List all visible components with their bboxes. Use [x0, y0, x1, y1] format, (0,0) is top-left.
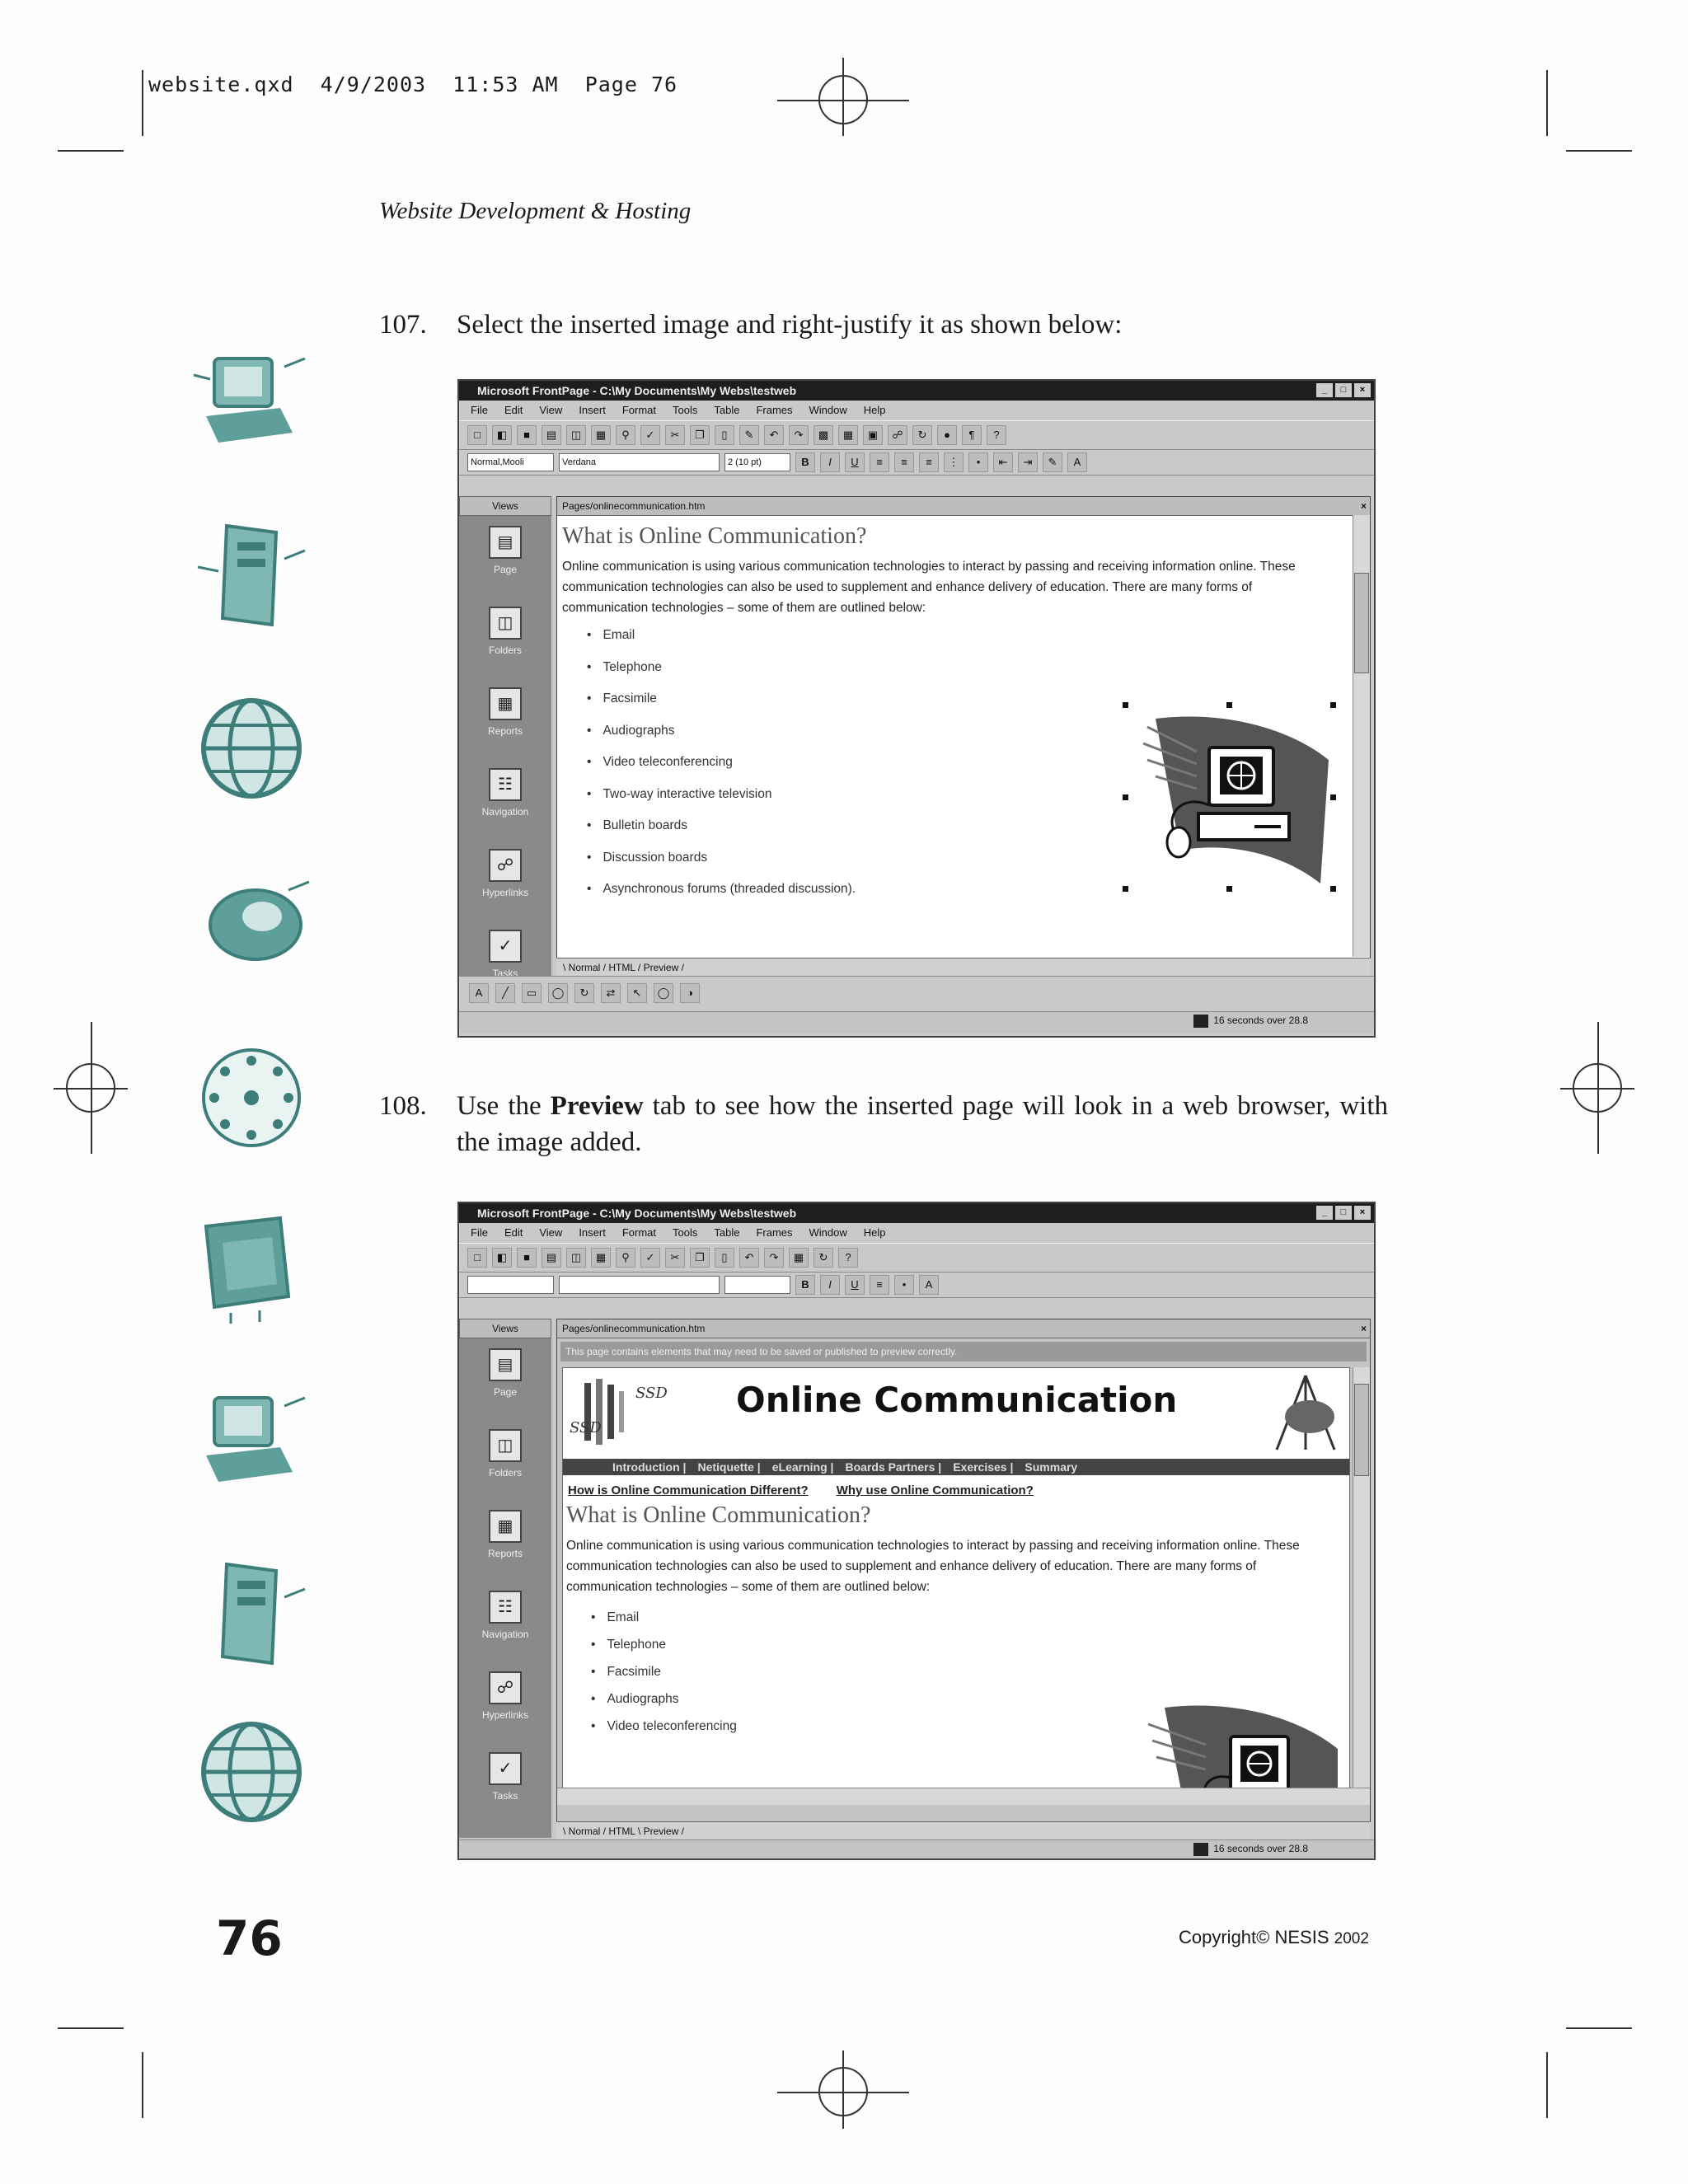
navigation-icon: ☷	[489, 768, 522, 801]
view-navigation[interactable]: ☷ Navigation	[459, 1591, 551, 1661]
font-color-icon[interactable]: A	[919, 1275, 939, 1295]
window-title: Microsoft FrontPage - C:\My Documents\My Webs\testweb	[477, 1207, 797, 1220]
cut-icon[interactable]: ✂	[665, 1248, 685, 1268]
page-pane	[556, 1319, 1371, 1823]
bullets-icon[interactable]: •	[894, 1275, 914, 1295]
globe-decoration-icon	[190, 1714, 313, 1830]
cut-icon[interactable]: ✂	[665, 425, 685, 445]
server-tower-decoration-icon	[190, 1556, 313, 1671]
align-left-icon[interactable]: ≡	[870, 1275, 889, 1295]
file-path: Pages/onlinecommunication.htm	[562, 500, 706, 512]
page-banner	[563, 1368, 1349, 1459]
network-decoration-icon	[190, 1040, 313, 1155]
menu-tools[interactable]: Tools	[673, 1226, 698, 1239]
folders-icon: ◫	[489, 607, 522, 640]
menu-table[interactable]: Table	[714, 1226, 740, 1239]
help-icon[interactable]: ?	[838, 1248, 858, 1268]
list-item: • Facsimile	[591, 1665, 1349, 1692]
draw-rectangle-icon[interactable]: ▭	[522, 983, 542, 1003]
folder-decoration-icon	[190, 1210, 313, 1325]
menu-insert[interactable]: Insert	[579, 404, 606, 416]
draw-line-icon[interactable]: ╱	[495, 983, 515, 1003]
refresh-icon[interactable]: ↻	[912, 425, 932, 445]
list-item: • Email	[587, 628, 1350, 660]
menu-table[interactable]: Table	[714, 404, 740, 416]
frontpage-screenshot-normal	[457, 379, 1376, 1038]
increase-indent-icon[interactable]: ⇥	[1018, 452, 1038, 472]
rotate-icon[interactable]: ↻	[574, 983, 594, 1003]
menu-format[interactable]: Format	[621, 404, 656, 416]
align-center-icon[interactable]: ≡	[894, 452, 914, 472]
status-bar	[459, 1840, 1374, 1860]
standard-toolbar	[459, 1243, 1374, 1272]
style-select[interactable]: Normal,Mooli	[467, 453, 554, 471]
step-number: 107.	[379, 310, 427, 340]
paste-icon[interactable]: ▯	[715, 425, 734, 445]
show-all-icon[interactable]: ¶	[962, 425, 982, 445]
stop-icon[interactable]: ●	[937, 425, 957, 445]
publish-icon[interactable]: ▤	[542, 425, 561, 445]
download-time: 16 seconds over 28.8	[1213, 1015, 1308, 1027]
underline-icon[interactable]: U	[845, 452, 865, 472]
font-color-icon[interactable]: A	[1067, 452, 1087, 472]
font-size-select[interactable]	[724, 1276, 790, 1294]
flip-icon[interactable]: ⇄	[601, 983, 621, 1003]
menu-file[interactable]: File	[471, 404, 488, 416]
formatting-toolbar	[459, 1272, 1374, 1298]
redo-icon[interactable]: ↷	[764, 1248, 784, 1268]
list-item: • Audiographs	[587, 724, 1350, 756]
list-item: • Telephone	[591, 1638, 1349, 1665]
navigation-icon: ☷	[489, 1591, 522, 1624]
banner-title: Online Communication	[736, 1380, 1178, 1420]
file-path-bar	[557, 497, 1370, 516]
views-header: Views	[459, 1319, 551, 1338]
crop-mark	[142, 2052, 143, 2118]
folders-icon: ◫	[489, 1429, 522, 1462]
views-bar	[459, 1319, 551, 1838]
view-hyperlinks[interactable]: ☍ Hyperlinks	[459, 1671, 551, 1742]
title-bar	[459, 381, 1374, 401]
resize-handle[interactable]	[1226, 702, 1232, 708]
numbering-icon[interactable]: ⋮	[944, 452, 964, 472]
crop-mark	[58, 150, 124, 152]
highlight-icon[interactable]: ✎	[1043, 452, 1062, 472]
formatting-toolbar	[459, 450, 1374, 476]
help-icon[interactable]: ?	[987, 425, 1006, 445]
decrease-indent-icon[interactable]: ⇤	[993, 452, 1013, 472]
print-icon[interactable]: ▦	[591, 1248, 611, 1268]
registration-line	[842, 58, 844, 136]
preview-icon[interactable]: ⚲	[616, 425, 635, 445]
view-reports[interactable]: ▦ Reports	[459, 687, 551, 758]
close-page-icon[interactable]: ×	[1360, 1323, 1367, 1334]
resize-handle[interactable]	[1330, 794, 1336, 800]
horizontal-scrollbar[interactable]	[557, 1788, 1370, 1805]
list-item: • Bulletin boards	[587, 818, 1350, 851]
close-button[interactable]: ×	[1354, 383, 1371, 397]
align-right-icon[interactable]: ≡	[919, 452, 939, 472]
paste-icon[interactable]: ▯	[715, 1248, 734, 1268]
undo-icon[interactable]: ↶	[739, 1248, 759, 1268]
step-108	[379, 1088, 1393, 1160]
insert-image-icon[interactable]: ▣	[863, 425, 883, 445]
download-time: 16 seconds over 28.8	[1213, 1843, 1308, 1855]
draw-text-icon[interactable]: A	[469, 983, 489, 1003]
maximize-button[interactable]: □	[1335, 383, 1352, 397]
views-bar	[459, 496, 551, 979]
view-tabs[interactable]: \ Normal / HTML / Preview /	[556, 958, 1371, 977]
file-path: Pages/onlinecommunication.htm	[562, 1323, 706, 1334]
italic-icon[interactable]: I	[820, 1275, 840, 1295]
preview-content[interactable]	[562, 1367, 1350, 1789]
registration-line	[91, 1022, 92, 1154]
file-path-bar	[557, 1319, 1370, 1338]
resize-handle[interactable]	[1123, 886, 1128, 892]
list-item: • Video teleconferencing	[591, 1719, 1349, 1746]
scroll-thumb[interactable]	[1354, 573, 1369, 673]
italic-icon[interactable]: I	[820, 452, 840, 472]
format-painter-icon[interactable]: ✎	[739, 425, 759, 445]
menu-file[interactable]: File	[471, 1226, 488, 1239]
open-icon[interactable]: ◧	[492, 1248, 512, 1268]
standard-toolbar	[459, 420, 1374, 450]
redo-icon[interactable]: ↷	[789, 425, 809, 445]
bold-icon[interactable]: B	[795, 452, 815, 472]
ssd-logo-icon	[568, 1375, 700, 1449]
list-item: • Discussion boards	[587, 851, 1350, 883]
minimize-button[interactable]: _	[1316, 1206, 1333, 1220]
tasks-icon: ✓	[489, 930, 522, 963]
undo-icon[interactable]: ↶	[764, 425, 784, 445]
list-item: • Facsimile	[587, 691, 1350, 724]
menu-edit[interactable]: Edit	[504, 404, 523, 416]
crop-mark	[1566, 2027, 1632, 2029]
menu-frames[interactable]: Frames	[756, 404, 793, 416]
title-bar	[459, 1203, 1374, 1223]
menu-edit[interactable]: Edit	[504, 1226, 523, 1239]
hyperlink-icon[interactable]: ☍	[888, 425, 907, 445]
insert-table-icon[interactable]: ▦	[838, 425, 858, 445]
nav-summary[interactable]: Summary	[1025, 1460, 1078, 1474]
page-links	[563, 1483, 1349, 1497]
vertical-scrollbar[interactable]	[1353, 1367, 1370, 1788]
link-why-use[interactable]: Why use Online Communication?	[836, 1483, 1034, 1497]
bold-icon[interactable]: B	[795, 1275, 815, 1295]
page-icon: ▤	[489, 1348, 522, 1381]
spelling-icon[interactable]: ✓	[640, 425, 660, 445]
reports-icon: ▦	[489, 687, 522, 720]
hyperlinks-icon: ☍	[489, 1671, 522, 1704]
menu-help[interactable]: Help	[863, 1226, 886, 1239]
view-navigation[interactable]: ☷ Navigation	[459, 768, 551, 839]
menu-view[interactable]: View	[539, 1226, 563, 1239]
step-text: Select the inserted image and right-justify it as shown below:	[457, 310, 1123, 340]
view-folders[interactable]: ◫ Folders	[459, 1429, 551, 1500]
computer-decoration-icon	[190, 342, 313, 457]
crop-mark	[58, 2027, 124, 2029]
menu-view[interactable]: View	[539, 404, 563, 416]
new-page-icon[interactable]: □	[467, 425, 487, 445]
computer-clipart-icon	[1140, 1699, 1338, 1789]
nav-elearning[interactable]: eLearning |	[771, 1460, 834, 1474]
font-select[interactable]	[559, 1276, 720, 1294]
doc-heading: What is Online Communication?	[562, 523, 867, 549]
resize-handle[interactable]	[1330, 702, 1336, 708]
draw-oval-icon[interactable]: ◯	[548, 983, 568, 1003]
nav-exercises[interactable]: Exercises |	[953, 1460, 1014, 1474]
dish-antenna-icon	[1268, 1371, 1343, 1454]
menu-bar	[459, 1223, 1374, 1243]
copy-icon[interactable]: ❐	[690, 1248, 710, 1268]
preview-warning: This page contains elements that may need to be saved or published to preview correctly.	[560, 1342, 1367, 1361]
frontpage-screenshot-preview	[457, 1202, 1376, 1860]
print-icon[interactable]: ▦	[591, 425, 611, 445]
copyright: Copyright© NESIS 2002	[1179, 1927, 1369, 1947]
crop-mark	[1546, 2052, 1548, 2118]
nav-netiquette[interactable]: Netiquette |	[697, 1460, 761, 1474]
maximize-button[interactable]: □	[1335, 1206, 1352, 1220]
select-icon[interactable]: ↖	[627, 983, 647, 1003]
view-reports[interactable]: ▦ Reports	[459, 1510, 551, 1581]
list-item: • Telephone	[587, 660, 1350, 692]
view-tasks[interactable]: ✓ Tasks	[459, 930, 551, 1001]
doc-paragraph: Online communication is using various communication technologies to interact by passing and receiving information online. These communication technologies can also be used to supplement and enhance delivery of education. There are many forms of communication technologies – some of them are outlined below:	[566, 1539, 1300, 1594]
window-title: Microsoft FrontPage - C:\My Documents\My Webs\testweb	[477, 384, 797, 397]
resize-handle[interactable]	[1123, 794, 1128, 800]
link-how-different[interactable]: How is Online Communication Different?	[568, 1483, 809, 1497]
style-select[interactable]	[467, 1276, 554, 1294]
page-number: 76	[216, 1910, 283, 1966]
logo-text: SSD	[570, 1419, 602, 1436]
registration-line	[842, 2050, 844, 2129]
mouse-decoration-icon	[190, 865, 313, 981]
menu-window[interactable]: Window	[809, 1226, 847, 1239]
new-page-icon[interactable]: □	[467, 1248, 487, 1268]
refresh-icon[interactable]: ↻	[814, 1248, 833, 1268]
computer-clipart-icon	[1123, 702, 1337, 892]
spelling-icon[interactable]: ✓	[640, 1248, 660, 1268]
running-head: Website Development & Hosting	[379, 198, 692, 224]
page-pane	[556, 496, 1371, 959]
list-item: • Asynchronous forums (threaded discussion).	[587, 882, 1350, 914]
step-number: 108.	[379, 1091, 427, 1121]
step-107	[379, 307, 1393, 343]
contrast-icon[interactable]: ◑	[680, 983, 700, 1003]
font-size-select[interactable]: 2 (10 pt)	[724, 453, 790, 471]
menu-insert[interactable]: Insert	[579, 1226, 606, 1239]
insert-table-icon[interactable]: ▦	[789, 1248, 809, 1268]
folder-list-icon[interactable]: ◫	[566, 1248, 586, 1268]
connection-speed-icon	[1193, 1015, 1208, 1028]
site-nav	[563, 1459, 1349, 1475]
view-page[interactable]: ▤ Page	[459, 1348, 551, 1419]
logo-text: SSD	[635, 1385, 668, 1402]
close-button[interactable]: ×	[1354, 1206, 1371, 1220]
bullets-icon[interactable]: •	[968, 452, 988, 472]
scroll-thumb[interactable]	[1354, 1384, 1369, 1476]
menu-window[interactable]: Window	[809, 404, 847, 416]
hyperlinks-icon: ☍	[489, 849, 522, 882]
resize-handle[interactable]	[1123, 702, 1128, 708]
save-icon[interactable]: ■	[517, 1248, 537, 1268]
view-tasks[interactable]: ✓ Tasks	[459, 1752, 551, 1823]
menu-format[interactable]: Format	[621, 1226, 656, 1239]
folder-list-icon[interactable]: ◫	[566, 425, 586, 445]
menu-tools[interactable]: Tools	[673, 404, 698, 416]
view-page[interactable]: ▤ Page	[459, 526, 551, 597]
step-text: Use the Preview tab to see how the inserted page will look in a web browser, with the image added.	[457, 1091, 1388, 1157]
crop-mark	[1546, 70, 1548, 136]
view-folders[interactable]: ◫ Folders	[459, 607, 551, 677]
vertical-scrollbar[interactable]	[1353, 515, 1370, 957]
editor-content[interactable]	[562, 518, 1350, 955]
tasks-icon: ✓	[489, 1752, 522, 1785]
publish-icon[interactable]: ▤	[542, 1248, 561, 1268]
computer-decoration-icon	[190, 1381, 313, 1497]
drawing-toolbar	[459, 976, 1374, 1010]
font-select[interactable]: Verdana	[559, 453, 720, 471]
preview-term: Preview	[550, 1091, 644, 1121]
list-item: • Two-way interactive television	[587, 787, 1350, 819]
nav-boards-partners[interactable]: Boards Partners |	[845, 1460, 942, 1474]
menu-help[interactable]: Help	[863, 404, 886, 416]
file-slug: website.qxd 4/9/2003 11:53 AM Page 76	[148, 73, 678, 96]
menu-bar	[459, 401, 1374, 420]
selected-computer-clipart[interactable]	[1123, 702, 1337, 892]
status-bar	[459, 1011, 1374, 1033]
minimize-button[interactable]: _	[1316, 383, 1333, 397]
doc-paragraph: Online communication is using various communication technologies to interact by passing and receiving information online. These communication technologies can also be used to supplement and enhance delivery of education. There are many forms of communication technologies – some of them are outlined below:	[562, 560, 1296, 615]
menu-frames[interactable]: Frames	[756, 1226, 793, 1239]
reports-icon: ▦	[489, 1510, 522, 1543]
underline-icon[interactable]: U	[845, 1275, 865, 1295]
registration-line	[1597, 1022, 1599, 1154]
close-page-icon[interactable]: ×	[1360, 500, 1367, 512]
resize-handle[interactable]	[1226, 886, 1232, 892]
hotspot-icon[interactable]: ◯	[654, 983, 673, 1003]
list-item: • Email	[591, 1610, 1349, 1638]
save-icon[interactable]: ■	[517, 425, 537, 445]
open-icon[interactable]: ◧	[492, 425, 512, 445]
crop-mark	[1566, 150, 1632, 152]
list-item: • Video teleconferencing	[587, 755, 1350, 787]
list-item: • Audiographs	[591, 1692, 1349, 1719]
doc-heading: What is Online Communication?	[566, 1502, 871, 1528]
insert-component-icon[interactable]: ▩	[814, 425, 833, 445]
view-tabs[interactable]: \ Normal / HTML \ Preview /	[556, 1821, 1371, 1840]
page-icon: ▤	[489, 526, 522, 559]
connection-speed-icon	[1193, 1843, 1208, 1856]
copy-icon[interactable]: ❐	[690, 425, 710, 445]
preview-icon[interactable]: ⚲	[616, 1248, 635, 1268]
align-left-icon[interactable]: ≡	[870, 452, 889, 472]
resize-handle[interactable]	[1330, 886, 1336, 892]
views-header: Views	[459, 496, 551, 516]
globe-decoration-icon	[190, 691, 313, 806]
view-hyperlinks[interactable]: ☍ Hyperlinks	[459, 849, 551, 920]
nav-introduction[interactable]: Introduction |	[612, 1460, 687, 1474]
crop-mark	[142, 70, 143, 136]
server-tower-decoration-icon	[190, 518, 313, 633]
